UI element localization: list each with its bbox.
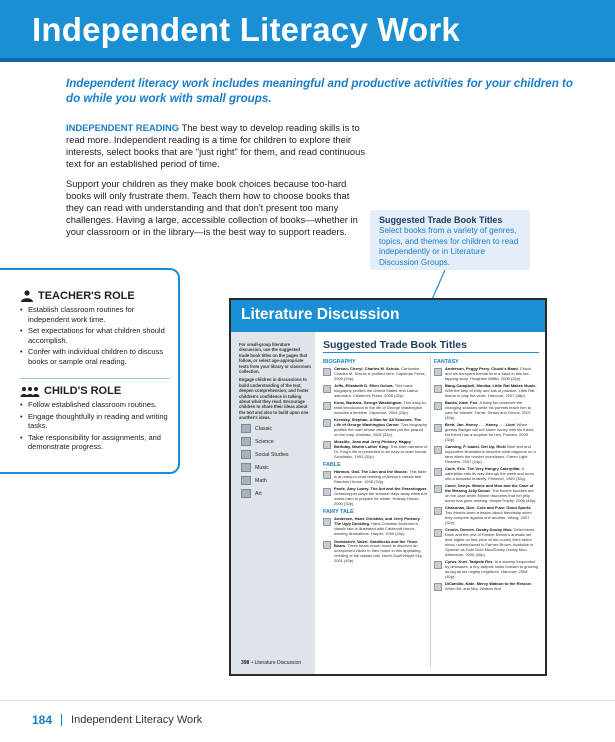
- book-cover-icon: [434, 583, 442, 591]
- book-cover-icon: [241, 424, 251, 433]
- book-entry: Jeffs, Elizabeth D. Ellen Ochoa. This basic biography profiles the United States' first Latina astronaut. Children's Press, 2005 (32p).: [323, 384, 428, 399]
- thumbnail-page-number: 398 • Literature Discussion: [241, 660, 302, 666]
- role-divider: [20, 378, 170, 379]
- book-cover-icon: [323, 471, 331, 479]
- subject-math: Math: [241, 476, 267, 485]
- thumbnail-sidebar: [231, 332, 315, 674]
- book-cover-icon: [434, 385, 442, 393]
- book-entry: Krensky, Stephan. A Man for All Seasons: The Life of George Washington Carver. This biography profiles the man whose discoveries put the peanut on the map. Amistad, 2008 (32p).: [323, 418, 428, 438]
- subject-music: Music: [241, 463, 269, 472]
- children-icon: [20, 385, 40, 397]
- book-entry: Canning, F. Isabel. Get Up, Rick! Brief text and supportive illustrations describe what happens on a farm when the rooster oversleeps. Green Light Readers, 2007 (24p).: [434, 445, 539, 465]
- list-item: • Engage thoughtfully in reading and writing tasks.: [20, 412, 170, 431]
- teacher-role-list: [20, 305, 170, 366]
- book-cover-icon: [434, 446, 442, 454]
- thumbnail-header: [231, 300, 545, 332]
- book-entry: Cyrus, Kurt. Tadpole Rex. In a swamp frequented by dinosaurs, a tiny tadpole looks forward to growing as big as his mighty neighbors. Harcourt, 2008 (40p).: [434, 560, 539, 580]
- book-entry: Brett, Jan. Honey . . . Honey . . . Lion! When greedy Badger will not share honey with his friend, his friend has a surprise for him. Putnam, 2005 (32p).: [434, 423, 539, 443]
- book-category: BIOGRAPHY: [323, 359, 356, 365]
- book-cover-icon: [323, 441, 331, 449]
- book-cover-icon: [323, 541, 331, 549]
- thumbnail-title: Suggested Trade Book Titles: [323, 339, 467, 351]
- book-cover-icon: [434, 368, 442, 376]
- book-cover-icon: [434, 507, 442, 515]
- book-category: FAIRY TALE: [323, 509, 354, 516]
- child-role-list: [20, 400, 170, 452]
- book-cover-icon: [434, 468, 442, 476]
- book-cover-icon: [434, 485, 442, 493]
- book-list-column-1: [323, 357, 428, 566]
- subject-social-studies: Social Studies: [241, 450, 289, 459]
- subject-art: Art: [241, 489, 262, 498]
- callout-title: Suggested Trade Book Titles: [379, 215, 503, 225]
- book-entry: Cronin, Doreen. Dooby Dooby Moo. Determined Duck and the rest of Farmer Brown's animals set their sights on first prize at the county fair's talent show, unbeknownst to Farmer Brown. Available in Spanish as Dubi Dubi Muu/Dooby Dooby Moo. Atheneum, 2006 (40p).: [434, 528, 539, 557]
- list-item: • Establish classroom routines for independent work time.: [20, 305, 170, 324]
- book-cover-icon: [241, 463, 251, 472]
- page-number: 184: [32, 713, 53, 727]
- book-entry: Chaconas, Dori. Cork and Fuzz: Good Sports. Two friends learn a lesson about friendship when they compete against one another. Viking, 2007 (32p).: [434, 506, 539, 526]
- book-entry: Anderson, Peggy Perry. Chuck's Band. Chuck and his barnyard friends form a band in this toe-tapping story. Houghton Mifflin, 2008 (32p).: [434, 367, 539, 382]
- book-entry: Poole, Amy Lowry. The Ant and the Grasshopper. Grasshopper plays the summer days away while Ant works hard to prepare for winter. Holiday House, 2000 (32p).: [323, 487, 428, 507]
- callout-body: Select books from a variety of genres, topics, and themes for children to read independently or in Literature Discussion Groups.: [379, 226, 519, 267]
- book-entry: Carson, Cheryl. Charles M. Schulz. Cartoonist Charles M. Schulz is profiled here. Capstone Press, 2005 (24p).: [323, 367, 428, 382]
- trade-book-callout: [370, 210, 530, 270]
- book-cover-icon: [323, 368, 331, 376]
- list-item: • Take responsibility for assignments, and demonstrate progress.: [20, 433, 170, 452]
- list-item: • Follow established classroom routines.: [20, 400, 170, 410]
- child-role-heading: [20, 385, 170, 397]
- book-cover-icon: [434, 529, 442, 537]
- page-header: [0, 0, 615, 62]
- book-entry: Bang-Campbell, Monika. Little Rat Makes Music. With the help of Kitty and lots of practice, Little Rat learns to play the violin. Harcourt, 2007 (48p).: [434, 384, 539, 399]
- book-category: FABLE: [323, 462, 341, 469]
- column-divider: [430, 357, 431, 667]
- book-cover-icon: [323, 402, 331, 410]
- book-cover-icon: [241, 450, 251, 459]
- thumbnail-intro: [239, 342, 311, 421]
- page-title: Independent Literacy Work: [32, 11, 460, 48]
- book-entry: Carle, Eric. The Very Hungry Caterpillar. A caterpillar eats its way through the week and turns into a beautiful butterfly. Philomel, 1969 (32p).: [434, 467, 539, 482]
- child-role-section: [20, 385, 170, 454]
- thumbnail-intro-1: For small-group literature discussion, use the suggested trade book titles on the pages that follow, or select age-appropriate texts from your library or classroom collection.: [239, 342, 311, 375]
- book-entry: Mozzillo, Joan and Jerry Pinkney. Happy Birthday, Martin Luther King. This brief narrative of Dr. King's life is presented in an easy-to-read format. Scholastic, 1993 (32p).: [323, 440, 428, 460]
- independent-reading-keyword: INDEPENDENT READING: [66, 122, 180, 133]
- book-cover-icon: [434, 424, 442, 432]
- literature-discussion-thumbnail: [229, 298, 547, 676]
- book-cover-icon: [241, 437, 251, 446]
- book-cover-icon: [241, 489, 251, 498]
- subject-classic: Classic: [241, 424, 272, 433]
- teacher-icon: [20, 290, 34, 302]
- book-list-column-2: [434, 357, 539, 594]
- book-category: FANTASY: [434, 359, 459, 365]
- teacher-role-heading: [20, 290, 170, 302]
- list-item: • Set expectations for what children should accomplish.: [20, 326, 170, 345]
- book-cover-icon: [434, 561, 442, 569]
- teacher-role-section: [20, 290, 170, 368]
- page-footer: [32, 713, 202, 727]
- book-entry: Cazet, Denys. Minnie and Moo and the Case of the Missing Jelly Donut. The bovine buddies are on the case when Minnie discovers that her jelly donut has gone missing. HarperTrophy, 2006 (48p).: [434, 484, 539, 504]
- thumbnail-header-title: Literature Discussion: [241, 306, 400, 323]
- intro-text: Independent literacy work includes meaningful and productive activities for your children to do while you work with small groups.: [66, 77, 574, 105]
- book-cover-icon: [323, 518, 331, 526]
- book-entry: Andersen, Hans Christian, and Jerry Pinkney. The Ugly Duckling. Hans Christian Andersen's classic tale is illustrated with Caldecott Honor-winning illustrations. Harper, 1999 (40p).: [323, 517, 428, 537]
- book-cover-icon: [434, 402, 442, 410]
- book-cover-icon: [323, 419, 331, 427]
- book-cover-icon: [323, 385, 331, 393]
- book-entry: Harmon, Gail. The Lion and the Mouse. This fable is an easy-to-read retelling of Aesop's classic tale. Random House, 1998 (32p).: [323, 470, 428, 485]
- independent-reading-paragraph: [66, 122, 366, 170]
- list-item: • Confer with individual children to discuss books or sample oral reading.: [20, 347, 170, 366]
- thumbnail-intro-2: Engage children in discussions to build understanding of the text, deepen comprehension, and foster children's confidence in talking about what they read. Encourage children to share their ideas about the text and also to build upon one another's ideas.: [239, 377, 309, 421]
- book-choice-paragraph: Support your children as they make book choices because too-hard books will only frustrate them. Teach them how to choose books that they can read with understanding and that don't present too many challenges. Having a large, accessible collection of books—whether in your classroom or in the library—is the best way to support readers.: [66, 178, 358, 237]
- footer-divider: [61, 714, 62, 726]
- roles-panel: [0, 268, 180, 474]
- book-cover-icon: [323, 488, 331, 496]
- thumbnail-title-rule: [323, 352, 539, 353]
- child-role-title: CHILD'S ROLE: [44, 385, 122, 397]
- book-entry: Knox, Barbara. George Washington. This easy-to-read introduction to the life of George Washington includes a timeline. Capstone, 2004 (24p).: [323, 401, 428, 416]
- book-cover-icon: [241, 476, 251, 485]
- footer-label: Independent Literacy Work: [71, 714, 203, 726]
- teacher-role-title: TEACHER'S ROLE: [38, 290, 135, 302]
- book-entry: Gorbachev, Valeri. Goldilocks and the Three Bears. Three bears return home to discover an unexpected visitor in their home in this appealing retelling of the classic tale. North-South/Night Sky, 2001 (40p).: [323, 540, 428, 565]
- footer-rule: [0, 700, 615, 701]
- book-entry: DiCamillo, Kate. Mercy Watson to the Rescue. When Mr. and Mrs. Watson find: [434, 582, 539, 592]
- independent-reading-text: The best way to develop reading skills is to read more. Independent reading is a time for children to explore their interests, select books that are "just right" for them, and read continuous text for an established period of time.: [66, 122, 366, 169]
- subject-science: Science: [241, 437, 274, 446]
- book-entry: Banks, Kate. Fox. A baby fox observes the changing seasons while his parents teach him to care for himself. Farrar, Straus and Giroux, 2007 (40p).: [434, 401, 539, 421]
